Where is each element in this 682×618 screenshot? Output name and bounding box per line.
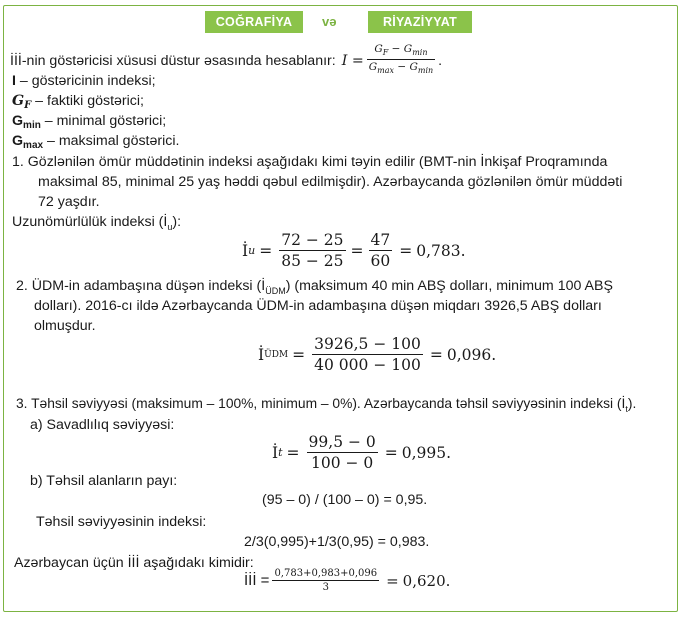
section3-line1: 3. Təhsil səviyyəsi (maksimum – 100%, minimum – 0%). Azərbaycanda təhsil səviyyəsinin indeksi $(İ_t)$. — [16, 396, 637, 414]
gdp-equation: İ ÜDM = $\frac{3926,5 - 100}{40 000 - 100}$ = 0,096. — [258, 335, 497, 374]
literacy-label: a) Savadlılıq səviyyəsi: — [30, 417, 175, 433]
section1-line1: 1. Gözlənilən ömür müddətinin indeksi aşağıdakı kimi təyin edilir (BMT-nin İnkişaf Proqramında — [12, 154, 608, 170]
literacy-equation: İ t = $\frac{99,5 - 0}{100 - 0}$ = 0,995. — [272, 433, 452, 472]
education-index-label: Təhsil səviyyəsinin indeksi: — [36, 514, 207, 530]
def-max: $G_{max}$ – maksimal göstərici. — [12, 133, 180, 151]
formula-end: . — [438, 52, 443, 69]
longevity-equation: İ u = $\frac{72 - 25}{85 - 25}$ = $\frac{47}{60}$ = 0,783. — [242, 231, 466, 270]
longevity-index-label: Uzunömürlülük indeksi $(İ_u)$: — [12, 214, 182, 232]
general-formula-fraction: $\frac{G_F - G_{min}}{G_{max} - G_{min}}$ — [368, 43, 434, 76]
hdi-equation: İİİ = $\frac{0,783+0,983+0,096}{3}$ = 0,620. — [244, 568, 451, 593]
final-label: Azərbaycan üçün İİİ aşağıdakı kimidir: — [14, 555, 254, 571]
conjunction: və — [322, 14, 337, 29]
education-index-expression: 2/3(0,995)+1/3(0,95) = 0,983. — [244, 534, 430, 550]
section2-line1: 2. ÜDM-in adambaşına düşən indeksi $(İ_{ÜDM})$ (maksimum 40 min ABŞ dolları, minimum 100 ABŞ — [16, 278, 613, 296]
intro-text: İİİ-nin göstəricisi xüsusi düstur əsasında hesablanır: — [10, 52, 336, 69]
section2-line3: olmuşdur. — [34, 318, 96, 334]
enrollment-expression: (95 – 0) / (100 – 0) = 0,95. — [262, 492, 428, 508]
subject-tag-math: RİYAZİYYAT — [368, 11, 472, 33]
def-actual: $G_F$ – faktiki göstərici; — [12, 93, 144, 111]
formula-lhs: I = — [341, 52, 364, 69]
subject-tag-geography: COĞRAFİYA — [205, 11, 303, 33]
def-index: I – göstəricinin indeksi; — [12, 73, 156, 89]
section1-line3: 72 yaşdır. — [38, 194, 100, 210]
def-min: $G_{min}$ – minimal göstərici; — [12, 113, 167, 131]
section2-line2: dolları). 2016-cı ildə Azərbaycanda ÜDM-in adambaşına düşən miqdarı 3926,5 ABŞ dolları — [34, 298, 602, 314]
section1-line2: maksimal 85, minimal 25 yaş həddi qəbul edilmişdir). Azərbaycanda gözlənilən ömür müddəti — [38, 174, 623, 190]
enrollment-label: b) Təhsil alanların payı: — [30, 473, 178, 489]
